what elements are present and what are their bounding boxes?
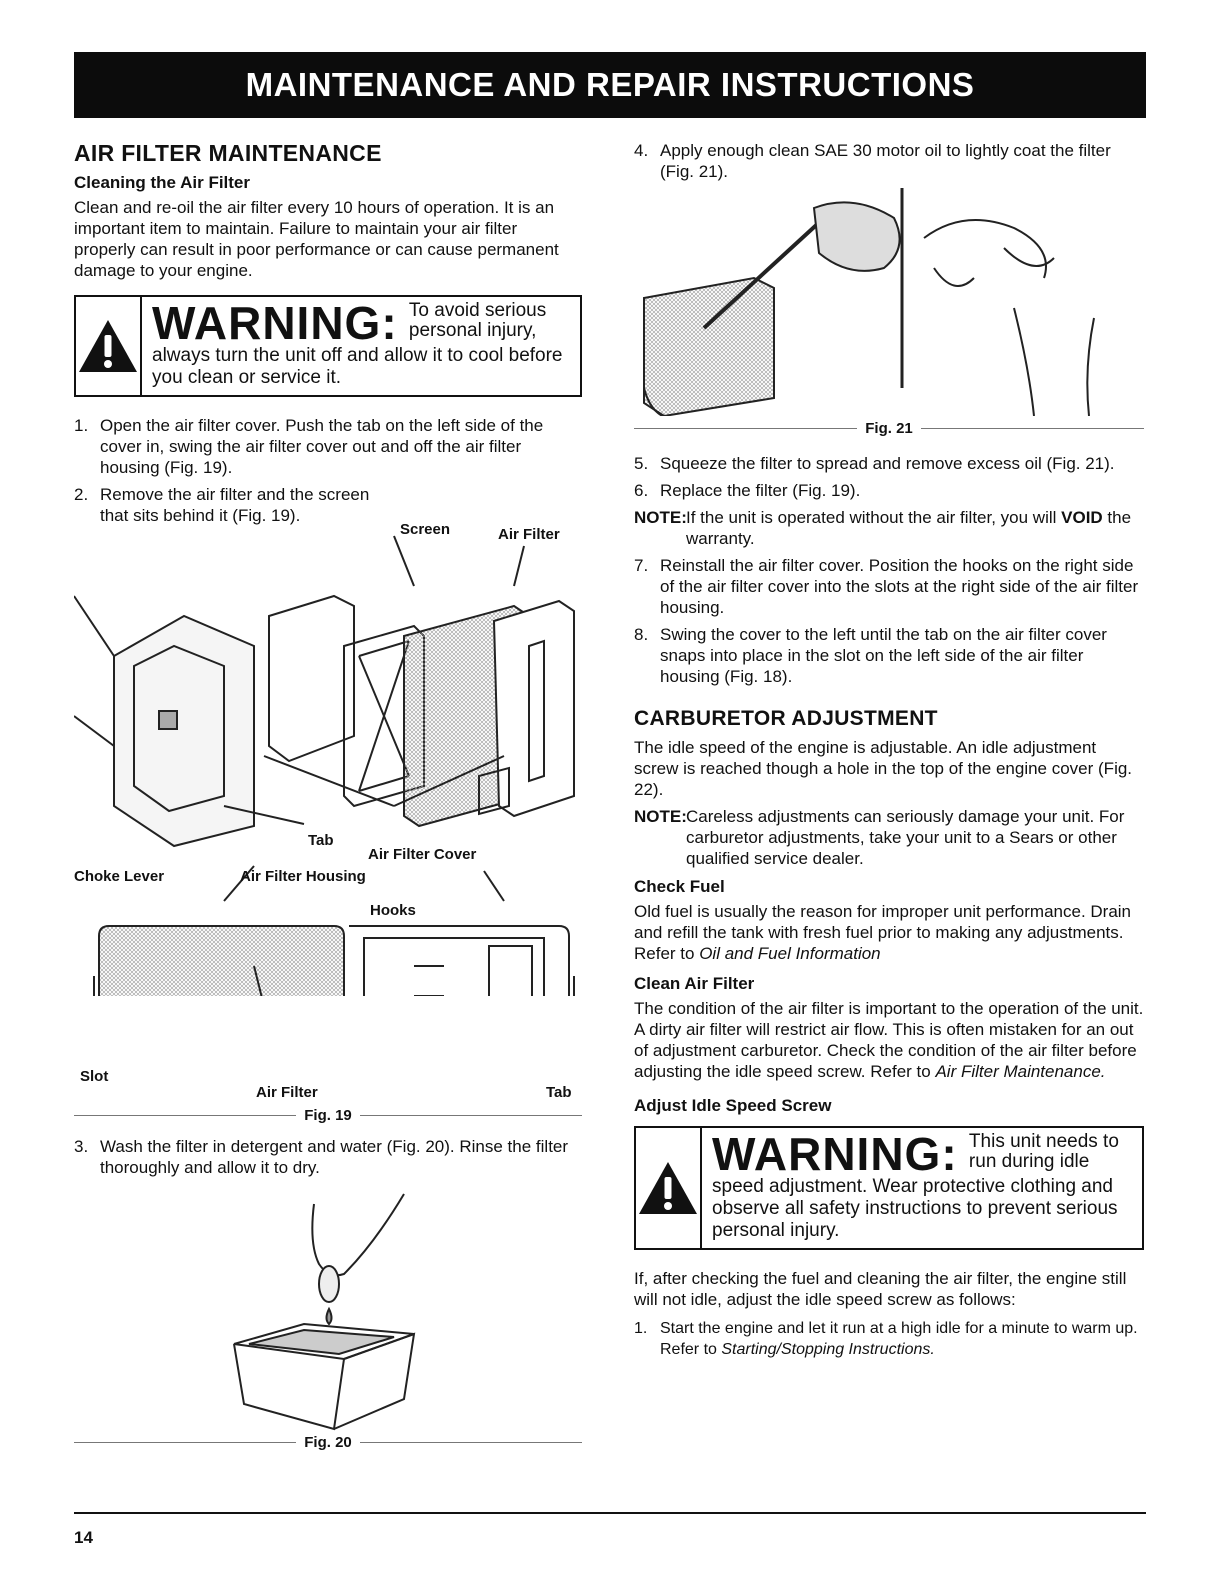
note-void-warranty: NOTE: If the unit is operated without the air filter, you will VOID the warranty. [634,508,1132,548]
warning-icon [76,297,142,395]
warning-side-text: To avoid serious personal injury, [408,300,547,341]
subhead-clean-air: Clean Air Filter [634,974,755,993]
warning-box-2 [634,1126,1144,1250]
figure-21-caption: Fig. 21 [634,420,1144,437]
steps-list-5-6 [634,453,1144,501]
figure-21 [634,188,1144,416]
label-air-filter-bottom: Air Filter [256,1084,318,1101]
carb-intro: The idle speed of the engine is adjustable. An idle adjustment screw is reached though a hole in the top of the engine cover (Fig. 22). [634,738,1133,799]
list-item: 3. Wash the filter in detergent and water (Fig. 20). Rinse the filter thoroughly and allow it to dry. [74,1137,569,1177]
warning-box [74,295,582,397]
list-item: 8. Swing the cover to the left until the tab on the air filter cover snaps into place in the slot on the left side of the air filter housing (Fig. 18). [634,625,1107,686]
list-item: 1. Open the air filter cover. Push the tab on the left side of the cover in, swing the air filter cover out and off the air filter housing (Fig. 19). [74,416,544,477]
after-text: If, after checking the fuel and cleaning the air filter, the engine still will not idle, adjust the idle speed screw as follows: [634,1269,1127,1309]
label-air-filter-housing: Air Filter Housing [240,868,366,885]
figure-20 [74,1184,582,1434]
subhead-check-fuel: Check Fuel [634,877,725,896]
warning-word: WARNING: [712,1128,958,1180]
label-air-filter-top: Air Filter [498,526,560,543]
warning-side-text: This unit needs to run during idle [968,1131,1119,1172]
label-hooks: Hooks [370,902,416,919]
warning-text: speed adjustment. Wear protective clothing and observe all safety instructions to prevent serious personal injury. [712,1176,1118,1241]
list-item: 2. Remove the air filter and the screen that sits behind it (Fig. 19). [74,485,370,525]
list-item: 5. Squeeze the filter to spread and remove excess oil (Fig. 21). [634,454,1115,473]
section-title-carburetor: CARBURETOR ADJUSTMENT [634,707,938,730]
figure-19 [74,506,582,1101]
clean-air-text: The condition of the air filter is important to the operation of the unit. A dirty air filter will restrict air flow. This is often mistaken for an out of adjustment carburetor. Check the condition of the air filter before adjusting the idle speed screw. Refer to Air Filter Maintenance. [634,999,1144,1081]
label-choke-lever: Choke Lever [74,868,165,885]
steps-list-3 [74,1136,582,1178]
left-column [74,140,582,1451]
label-tab-top: Tab [308,832,334,849]
figure-21-illustration [634,188,1144,416]
note-careless: NOTE: Careless adjustments can seriously damage your unit. For carburetor adjustments, take your unit to a Sears or other qualified service dealer. [634,807,1125,868]
label-tab-bottom: Tab [546,1084,572,1101]
footer-rule [74,1512,1146,1514]
warning-text: always turn the unit off and allow it to cool before you clean or service it. [152,345,563,388]
label-screen: Screen [400,521,451,538]
steps-list-4 [634,140,1144,182]
list-item: 1. Start the engine and let it run at a high idle for a minute to warm up. Refer to Starting/Stopping Instructions. [634,1320,1138,1358]
warning-word: WARNING: [152,297,398,349]
check-fuel-text: Old fuel is usually the reason for improper unit performance. Drain and refill the tank with fresh fuel prior to making any adjustments. Refer to Oil and Fuel Information [634,902,1132,963]
subhead-cleaning: Cleaning the Air Filter [74,173,251,192]
figure-20-illustration [74,1184,582,1434]
right-column [634,140,1144,1366]
intro-paragraph: Clean and re-oil the air filter every 10 hours of operation. It is an important item to maintain. Failure to maintain your air filter properly can result in poor performance or can cause permanent damage to your engine. [74,198,559,280]
label-slot: Slot [80,1068,109,1085]
steps-list-idle [634,1318,1144,1360]
figure-19-caption: Fig. 19 [74,1107,582,1124]
page-banner: MAINTENANCE AND REPAIR INSTRUCTIONS [74,52,1146,118]
label-air-filter-cover: Air Filter Cover [368,846,477,863]
warning-icon [636,1128,702,1248]
list-item: 7. Reinstall the air filter cover. Position the hooks on the right side of the air filter cover into the slots at the right side of the air filter housing. [634,556,1139,617]
list-item: 4. Apply enough clean SAE 30 motor oil to lightly coat the filter (Fig. 21). [634,141,1111,181]
figure-20-caption: Fig. 20 [74,1434,582,1451]
section-title-air-filter: AIR FILTER MAINTENANCE [74,140,382,166]
figure-19-illustration [74,506,582,996]
subhead-adjust-idle: Adjust Idle Speed Screw [634,1096,832,1115]
page-number: 14 [74,1528,93,1547]
steps-list-7-8 [634,555,1144,687]
list-item: 6. Replace the filter (Fig. 19). [634,481,861,500]
